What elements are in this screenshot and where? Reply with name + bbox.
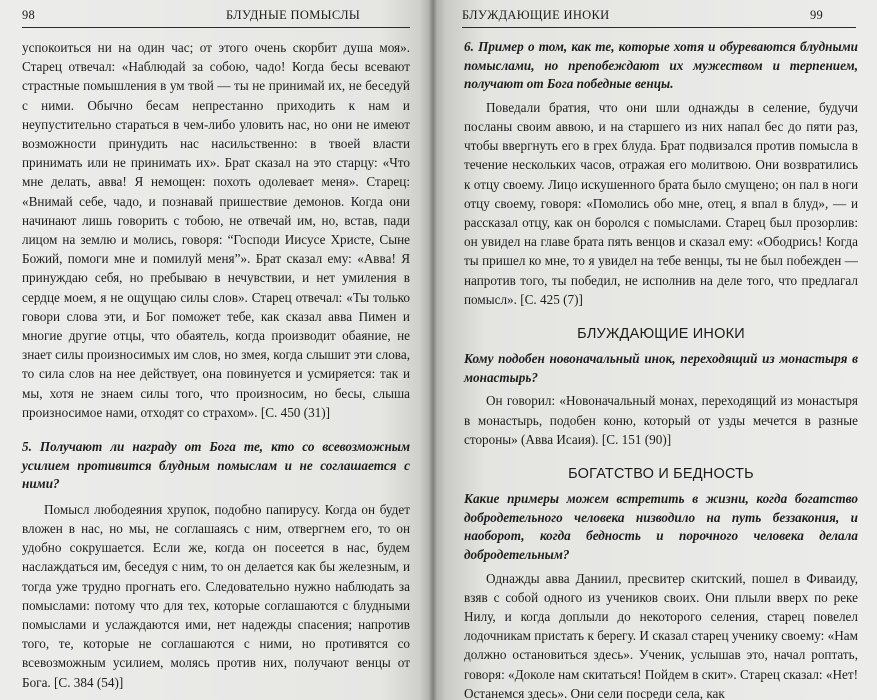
question-5: 5. Получают ли награду от Бога те, кто со всевозможным усилием противится блудным помыслам и не соглашается с ними? — [22, 439, 410, 492]
section-title-wandering-monks: БЛУЖДАЮЩИЕ ИНОКИ — [577, 326, 745, 343]
book-gutter — [428, 0, 438, 700]
running-head-right: БЛУЖДАЮЩИЕ ИНОКИ — [462, 8, 610, 22]
right-paragraph-1: Поведали братия, что они шли однажды в селение, будучи посланы своим аввою, и на старшего из них напал бес до пяти раз, чтобы ввергнуть его в грех блуда. Брат подвизался против помысла в течение нескольких часов, отражая его молитвою. Они возвратились к отцу своему. Лицо искушенного брата было смущено; он пал в ноги отцу своему, говоря: «Помолись обо мне, отец, я впал в блуд», — и рассказал отцу, как он боролся с помыслами. Старец был прозорлив: он увидел на главе брата пять венцов и сказал ему: «Ободрись! Когда ты пришел ко мне, то я увидел на тебе венцы, ты не был побежден — напротив того, ты победил, не исполнив на деле того, что предлагал помысл». [С. 425 (7)] — [464, 99, 858, 307]
question-wandering-monks: Кому подобен новоначальный инок, переходящий из монастыря в монастырь? — [464, 351, 858, 385]
question-wealth-poverty: Какие примеры можем встретить в жизни, когда богатство добродетельного человека низводило на путь беззакония, и наоборот, когда бедность и порочного человека делала добродетельным? — [464, 491, 858, 562]
left-paragraph-2: Помысл любодеяния хрупок, подобно папирусу. Когда он будет вложен в нас, но мы, не соглашаясь с ним, отвергнем его, то он удобно сокрушается. Если же, когда он посеется в нас, будем наслаждаться им, беседуя с ним, то он делается как бы железным, и тогда уже трудно прогнать его. Следовательно нужно наблюдать за помыслами: потому что для тех, которые соглашаются с блудными помыслами и услаждаются ими, нет надежды спасения; напротив того, те, которые не соглашаются с ними, но противятся со всевозможным усилием, молясь против них, получают венцы от Бога. [С. 384 (54)] — [22, 501, 410, 690]
left-page-content — [22, 38, 410, 692]
right-paragraph-2: Он говорил: «Новоначальный монах, переходящий из монастыря в монастырь, подобен коню, который от узды мечется в разные стороны» (Авва Исаия). [С. 151 (90)] — [464, 393, 858, 447]
page-number-left: 98 — [22, 8, 36, 22]
page-number-right: 99 — [810, 8, 824, 22]
left-page — [0, 0, 432, 700]
running-head-left: БЛУДНЫЕ ПОМЫСЛЫ — [226, 8, 361, 22]
right-page-content — [464, 38, 858, 700]
question-6: 6. Пример о том, как те, которые хотя и обуреваются блудными помыслами, но препобеждают их мужеством и терпением, получают от Бога победные венцы. — [464, 39, 858, 92]
header-rule-left — [22, 27, 410, 28]
right-page — [432, 0, 877, 700]
section-title-wealth-poverty: БОГАТСТВО И БЕДНОСТЬ — [568, 466, 754, 483]
right-paragraph-3: Однажды авва Даниил, пресвитер скитский, пошел в Фиваиду, взяв с собой одного из учеников своих. Они плыли вверх по реке Нилу, и когда доплыли до некоторого селения, старец повелел лодочникам пристать к берегу. И сказал старец ученику своему: «Нам должно остановиться здесь». Ученик, услышав это, начал роптать, говоря: «Доколе нам скитаться! Пойдем в скит». Старец сказал: «Нет! Останемся здесь». Они сели посреди села, как — [464, 570, 858, 700]
header-rule-right — [462, 27, 856, 28]
left-paragraph-1: успокоиться ни на один час; от этого очень скорбит душа моя». Старец отвечал: «Наблюдай за собою, чадо! Когда бесы всевают страстные помышления в ум твой — ты не принимай их, не беседуй с ними. Обычно бесам непрестанно приходить к нам и неупустительно стараться в чем-либо уловить нас, но они не имеют возможности принудить нас насильственно: в твоей власти принимать или не принимать их». Брат сказал на это старцу: «Что мне делать, авва! Я немощен: похоть одолевает меня». Старец: «Внимай себе, чадо, и познавай пришествие демонов. Когда они начинают лишь говорить с тобою, не отвечай им, но, встав, пади лицом на землю и молись, говоря: “Господи Иисусе Христе, Сыне Божий, помоги мне и помилуй меня”». Брат сказал ему: «Авва! Я принуждаю себя, но пребываю в нечувствии, и нет умиления в сердце моем, я не ощущаю силы слов». Старец отвечал: «Ты только говори слова эти, и Бог поможет тебе, как сказал авва Пимен и многие другие отцы, что обаятель, когда производит обаяние, не знает силы произносимых им слов, но змея, когда слышит эти слова, то сила слов на нее действует, она повинуется и усмиряется: так и мы, хотя не знаем силы того, что произносим, но бесы, слыша произносимое нами, отходят со страхом». [С. 450 (31)] — [22, 40, 410, 420]
